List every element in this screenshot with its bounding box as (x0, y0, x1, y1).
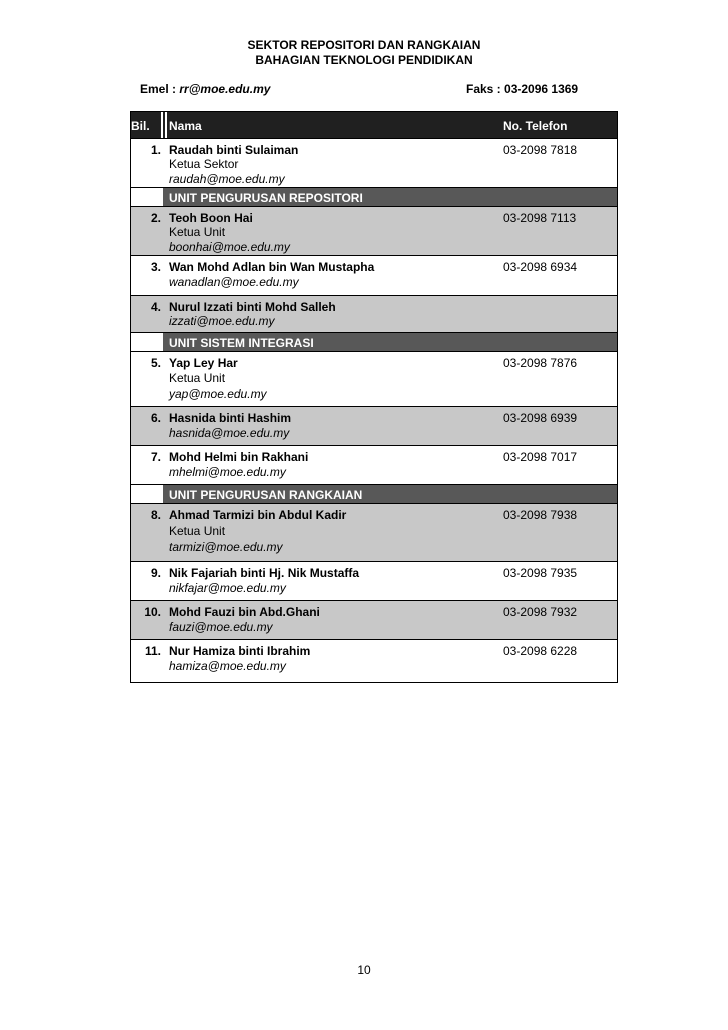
staff-email: mhelmi@moe.edu.my (169, 465, 286, 479)
unit-heading (131, 485, 617, 504)
fax-contact: Faks : 03-2096 1369 (466, 82, 579, 96)
staff-position: Ketua Unit (169, 371, 226, 385)
email-label: Emel : (140, 82, 177, 96)
staff-phone: 03-2098 6228 (503, 644, 578, 658)
unit-heading-label: UNIT PENGURUSAN REPOSITORI (169, 191, 363, 205)
row-number: 9. (150, 566, 161, 580)
staff-name: Wan Mohd Adlan bin Wan Mustapha (169, 260, 375, 274)
staff-phone: 03-2098 7932 (503, 605, 578, 619)
staff-name: Mohd Fauzi bin Abd.Ghani (169, 605, 320, 619)
division-title: BAHAGIAN TEKNOLOGI PENDIDIKAN (255, 53, 473, 67)
row-number: 10. (144, 605, 161, 619)
table-row (131, 352, 617, 407)
unit-heading-label: UNIT SISTEM INTEGRASI (169, 336, 314, 350)
header-divider (165, 112, 167, 138)
table-row (131, 256, 617, 296)
staff-phone: 03-2098 6939 (503, 411, 578, 425)
unit-heading (131, 333, 617, 352)
staff-email: hasnida@moe.edu.my (169, 426, 290, 440)
page-number: 10 (357, 963, 371, 977)
table-row (131, 407, 617, 446)
staff-email: wanadlan@moe.edu.my (169, 275, 299, 289)
staff-position: Ketua Sektor (169, 157, 239, 171)
staff-email: yap@moe.edu.my (169, 387, 267, 401)
staff-phone: 03-2098 6934 (503, 260, 578, 274)
table-row (131, 601, 617, 640)
sector-title: SEKTOR REPOSITORI DAN RANGKAIAN (247, 38, 481, 52)
unit-heading-label: UNIT PENGURUSAN RANGKAIAN (169, 488, 363, 502)
staff-directory-table (130, 111, 618, 683)
row-number: 5. (150, 356, 161, 370)
row-number: 4. (150, 300, 161, 314)
table-row (131, 504, 617, 562)
staff-phone: 03-2098 7935 (503, 566, 578, 580)
staff-name: Mohd Helmi bin Rakhani (169, 450, 309, 464)
staff-name: Nik Fajariah binti Hj. Nik Mustaffa (169, 566, 360, 580)
staff-phone: 03-2098 7113 (503, 211, 577, 225)
header-bil: Bil. (131, 119, 150, 133)
unit-heading (131, 188, 617, 207)
staff-phone: 03-2098 7017 (503, 450, 578, 464)
staff-name: Raudah binti Sulaiman (169, 143, 299, 157)
row-number: 11. (144, 644, 161, 658)
table-row (131, 446, 617, 485)
staff-name: Teoh Boon Hai (169, 211, 253, 225)
staff-phone: 03-2098 7876 (503, 356, 578, 370)
row-number: 6. (150, 411, 161, 425)
staff-email: boonhai@moe.edu.my (169, 240, 290, 254)
table-row (131, 207, 617, 256)
staff-name: Nurul Izzati binti Mohd Salleh (169, 300, 336, 314)
staff-name: Hasnida binti Hashim (169, 411, 292, 425)
staff-email: tarmizi@moe.edu.my (169, 540, 283, 554)
staff-email: hamiza@moe.edu.my (169, 659, 286, 673)
staff-position: Ketua Unit (169, 524, 226, 538)
row-number: 1. (150, 143, 161, 157)
staff-name: Yap Ley Har (169, 356, 238, 370)
row-number: 2. (150, 211, 161, 225)
header-divider (161, 112, 163, 138)
row-number: 3. (150, 260, 161, 274)
table-header (131, 112, 617, 139)
table-row (131, 562, 617, 601)
staff-email: fauzi@moe.edu.my (169, 620, 273, 634)
staff-email: izzati@moe.edu.my (169, 314, 275, 328)
staff-email: nikfajar@moe.edu.my (169, 581, 286, 595)
email-contact (140, 82, 270, 96)
staff-email: raudah@moe.edu.my (169, 172, 285, 186)
staff-phone: 03-2098 7818 (503, 143, 578, 157)
table-row (131, 640, 617, 682)
header-telefon: No. Telefon (503, 119, 568, 133)
table-row (131, 139, 617, 188)
staff-name: Nur Hamiza binti Ibrahim (169, 644, 311, 658)
staff-phone: 03-2098 7938 (503, 508, 578, 522)
staff-position: Ketua Unit (169, 225, 226, 239)
email-value: rr@moe.edu.my (179, 82, 271, 96)
header-nama: Nama (169, 119, 202, 133)
table-row (131, 296, 617, 333)
staff-name: Ahmad Tarmizi bin Abdul Kadir (169, 508, 347, 522)
row-number: 8. (150, 508, 161, 522)
row-number: 7. (150, 450, 161, 464)
